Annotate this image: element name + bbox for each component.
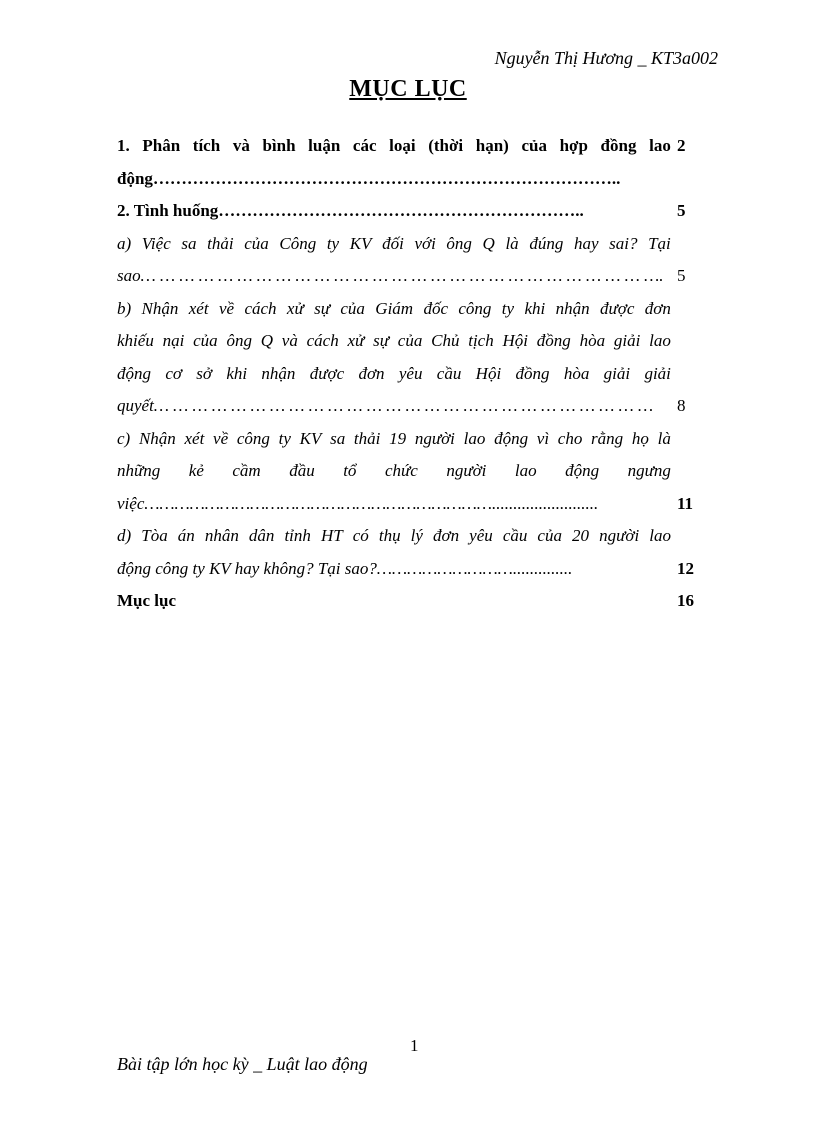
toc-entry-text [117, 195, 671, 228]
toc-entry-text [117, 293, 671, 423]
header-author: Nguyễn Thị Hương _ KT3a002 [494, 48, 718, 68]
toc-entry-text [117, 130, 671, 195]
toc-entry-text [117, 423, 671, 521]
toc-entry-page-number: 11 [677, 493, 694, 513]
toc-entry-text [117, 585, 671, 618]
toc-entry[interactable] [117, 130, 707, 195]
toc-entry-text [117, 520, 671, 585]
toc-entry-text [117, 228, 671, 293]
toc-entry-line: việc……………………………………………………………......................... [117, 493, 599, 513]
toc-entry[interactable] [117, 520, 707, 585]
page-title: MỤC LỤC [349, 76, 467, 102]
page-number: 1 [410, 1036, 419, 1055]
toc-entry-line: c) Nhận xét về công ty KV sa thải 19 người lao động vì cho rằng họ là [117, 428, 671, 448]
toc-entry-page-number: 5 [677, 201, 686, 220]
toc-entry[interactable] [117, 423, 707, 521]
footer-text: Bài tập lớn học kỳ _ Luật lao động [117, 1054, 368, 1074]
toc-entry[interactable] [117, 293, 707, 423]
toc-entry-page-number: 12 [677, 558, 694, 578]
toc-entry[interactable] [117, 195, 707, 228]
toc-entry-line: a) Việc sa thải của Công ty KV đối với ông Q là đúng hay sai? Tại [117, 233, 671, 253]
toc-entry-line: Mục lục [117, 591, 177, 610]
toc-entry-line: 2. Tình huống……………………………………………………….. [117, 201, 584, 220]
toc-entry-line: động cơ sở khi nhận được đơn yêu cầu Hội đồng hòa giải giải [117, 363, 671, 383]
toc-entry-line: 1. Phân tích và bình luận các loại (thời hạn) của hợp đồng lao [117, 136, 671, 155]
toc-entry-line: những kẻ cầm đầu tổ chức người lao động ngưng [117, 461, 671, 480]
toc-entry-page-number: 8 [677, 396, 686, 415]
toc-entry[interactable] [117, 228, 707, 293]
toc-entry-page-number: 5 [677, 266, 686, 285]
toc-entry-line: quyết… … … … … … … … … … … … … … … … … … … … … … … … … … [117, 396, 654, 415]
toc-entry-line: b) Nhận xét về cách xử sự của Giám đốc công ty khi nhận được đơn [117, 298, 671, 318]
toc-entry-line: động……………………………………………………………………….. [117, 168, 621, 188]
toc-entry-line: động công ty KV hay không? Tại sao?……………………….............. [117, 558, 573, 578]
toc-entry-line: sao… … … … … … … … … … … … … … … … … … … … … … … … … … …. [117, 266, 664, 285]
table-of-contents [117, 130, 707, 618]
toc-entry-page-number: 2 [677, 136, 686, 155]
toc-entry-line: d) Tòa án nhân dân tỉnh HT có thụ lý đơn yêu cầu của 20 người lao [117, 526, 671, 545]
toc-entry-page-number: 16 [677, 591, 694, 610]
toc-entry[interactable] [117, 585, 707, 618]
toc-entry-line: khiếu nại của ông Q và cách xử sự của Chủ tịch Hội đồng hòa giải lao [117, 331, 671, 350]
